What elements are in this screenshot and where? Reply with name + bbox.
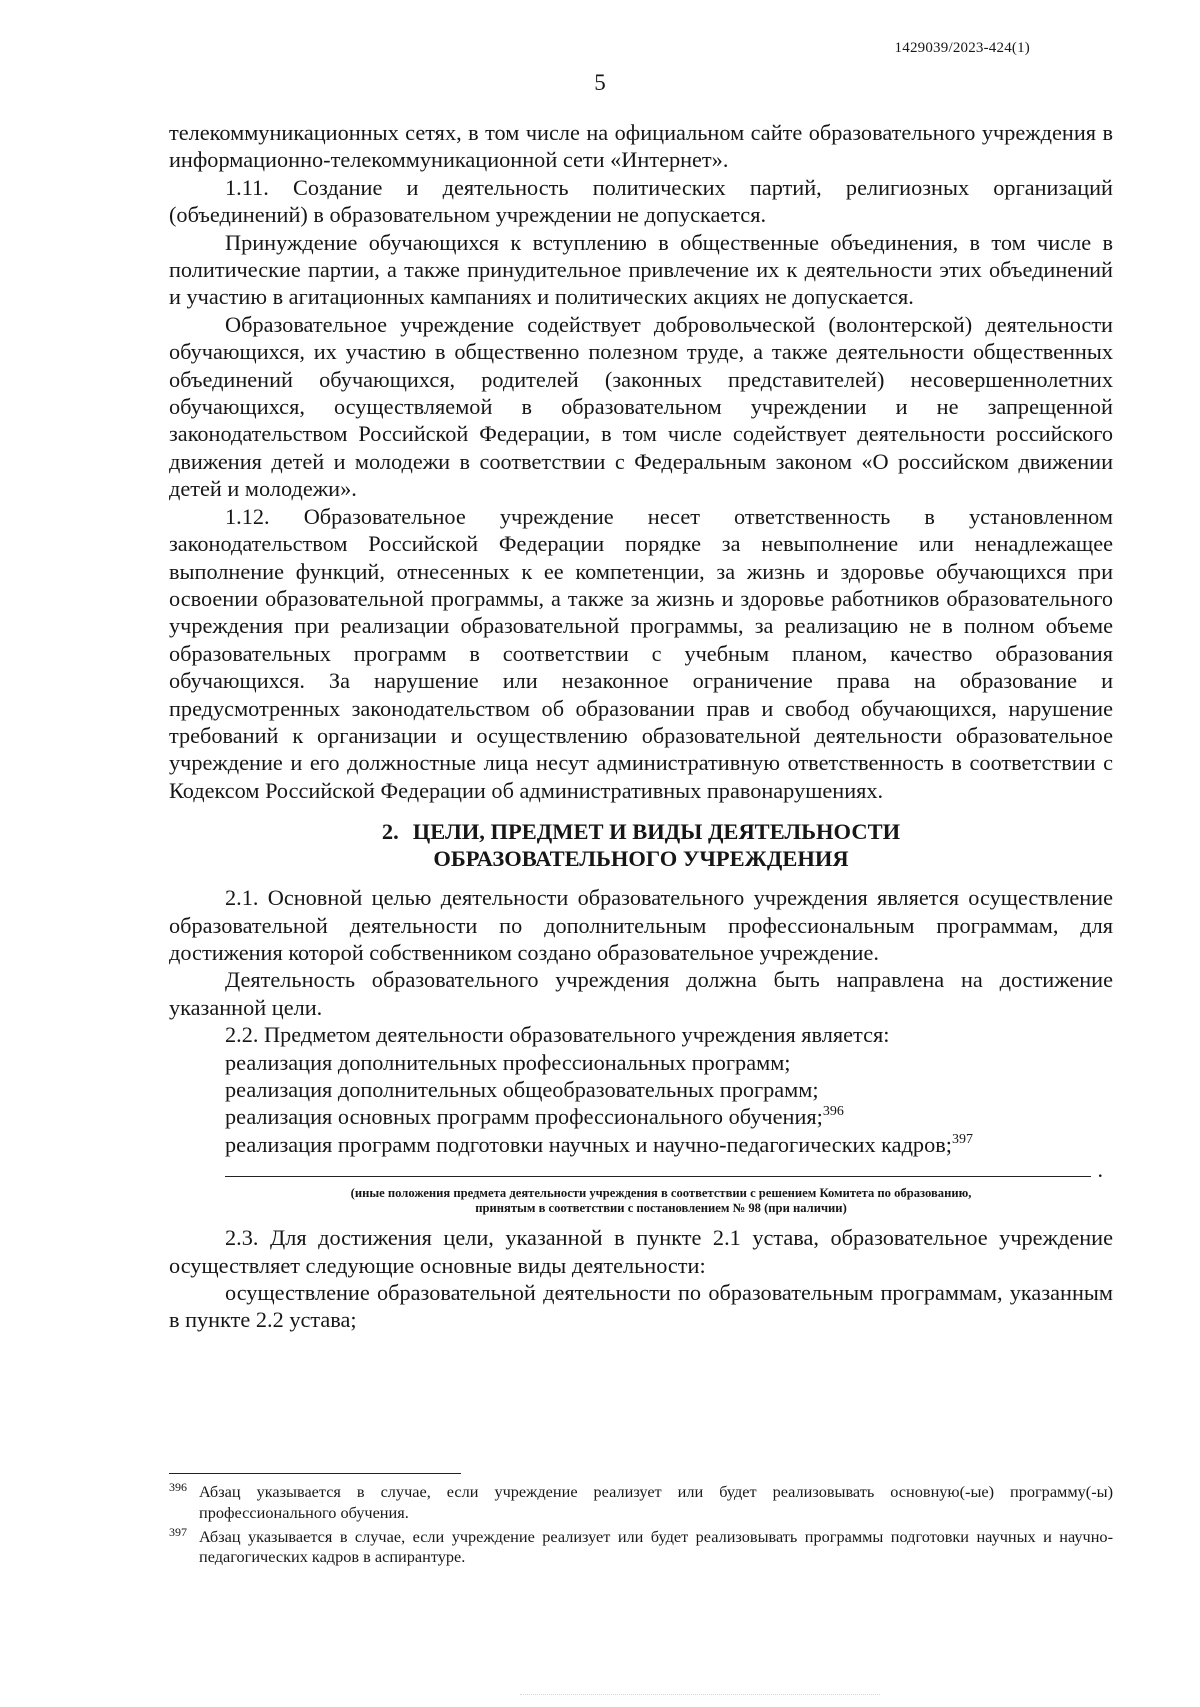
section-heading <box>169 818 1113 872</box>
fill-in-note-line-1: (иные положения предмета деятельности учреждения в соответствии с решением Комитета по образованию, <box>350 1186 972 1201</box>
footnote-ref: 396 <box>822 1104 844 1120</box>
footnote-ref: 397 <box>951 1131 973 1147</box>
fill-in-note <box>209 1186 1113 1216</box>
footnote-text: Абзац указывается в случае, если учреждение реализует или будет реализовывать программы подготовки научных и научно-педагогических кадров в аспирантуре. <box>199 1526 1113 1567</box>
scan-artifact <box>520 1694 880 1701</box>
footnotes <box>169 1482 1113 1571</box>
document-body <box>169 119 1113 1334</box>
footnote <box>169 1524 1113 1569</box>
paragraph-continuation: телекоммуникационных сетях, в том числе на официальном сайте образовательного учреждения в информационно-телекоммуникационной сети «Интернет». <box>169 120 1113 173</box>
list-item <box>169 1103 1113 1130</box>
paragraph-coercion: Принуждение обучающихся к вступлению в общественные объединения, в том числе в политические партии, а также принудительное привлечение их к деятельности этих объединений и участию в агитационных кампаниях и политических акциях не допускается. <box>169 229 1113 310</box>
page-number: 5 <box>594 70 606 95</box>
list-item: реализация дополнительных профессиональных программ; <box>225 1049 791 1075</box>
paragraph-2-2: 2.2. Предметом деятельности образовательного учреждения является: <box>225 1022 890 1048</box>
paragraph-volunteer: Образовательное учреждение содействует добровольческой (волонтерской) деятельности обучающихся, их участию в общественно полезном труде, а также деятельности общественных объединений обучающихся, родителей (законных представителей) несовершеннолетних обучающихся, осуществляемой в образовательном учреждении и не запрещенной законодательством Российской Федерации, в том числе содействует деятельности российского движения детей и молодежи в соответствии с Федеральным законом «О российском движении детей и молодежи». <box>169 311 1113 502</box>
list-item <box>169 1131 1113 1158</box>
paragraph-activity-type: осуществление образовательной деятельности по образовательным программам, указанным в пункте 2.2 устава; <box>169 1280 1113 1333</box>
fill-in-rule <box>225 1176 1091 1177</box>
footnote-mark: 396 <box>169 1480 187 1494</box>
paragraph-2-1: 2.1. Основной целью деятельности образовательного учреждения является осуществление образовательной деятельности по дополнительным профессиональным программам, для достижения которой собственником создано образовательное учреждение. <box>169 885 1113 965</box>
section-heading-line-1 <box>169 818 1113 845</box>
fill-in-period: . <box>1097 1157 1103 1183</box>
list-item-text: реализация программ подготовки научных и научно-педагогических кадров; <box>225 1131 952 1157</box>
section-title-1: ЦЕЛИ, ПРЕДМЕТ И ВИДЫ ДЕЯТЕЛЬНОСТИ <box>412 819 901 845</box>
fill-in-line <box>169 1157 1113 1184</box>
paragraph-1-12: 1.12. Образовательное учреждение несет ответственность в установленном законодательством Российской Федерации порядке за невыполнение или ненадлежащее выполнение функций, отнесенных к ее компетенции, за жизнь и здоровье обучающихся при освоении образовательной программы, а также за жизнь и здоровье работников образовательного учреждения при реализации образовательной программы, за реализацию не в полном объеме образовательных программ в соответствии с учебным планом, качество образования обучающихся. За нарушение или незаконное ограничение права на образование и предусмотренных законодательством об образовании прав и свобод обучающихся, нарушение требований к организации и осуществлению образовательной деятельности образовательное учреждение и его должностные лица несут административную ответственность в соответствии с Кодексом Российской Федерации об административных правонарушениях. <box>169 503 1113 803</box>
paragraph-1-11: 1.11. Создание и деятельность политических партий, религиозных организаций (объединений) в образовательном учреждении не допускается. <box>169 174 1113 228</box>
fill-in-note-line-2: принятым в соответствии с постановлением № 98 (при наличии) <box>475 1201 847 1216</box>
section-number: 2. <box>381 819 399 845</box>
footnote-mark: 397 <box>169 1524 187 1539</box>
list-item: реализация дополнительных общеобразовательных программ; <box>225 1077 819 1102</box>
list-item-text: реализация основных программ профессионального обучения; <box>225 1104 823 1130</box>
footnote-text: Абзац указывается в случае, если учреждение реализует или будет реализовывать основную(-ые) программу(-ы) профессионального обучения. <box>199 1482 1113 1522</box>
footnote <box>169 1482 1113 1524</box>
document-id: 1429039/2023-424(1) <box>894 40 1030 56</box>
footnote-separator <box>169 1473 461 1474</box>
paragraph-activity-goal: Деятельность образовательного учреждения должна быть направлена на достижение указанной цели. <box>169 967 1113 1020</box>
section-heading-line-2: ОБРАЗОВАТЕЛЬНОГО УЧРЕЖДЕНИЯ <box>433 846 849 872</box>
paragraph-2-3: 2.3. Для достижения цели, указанной в пункте 2.1 устава, образовательное учреждение осуществляет следующие основные виды деятельности: <box>169 1225 1113 1278</box>
